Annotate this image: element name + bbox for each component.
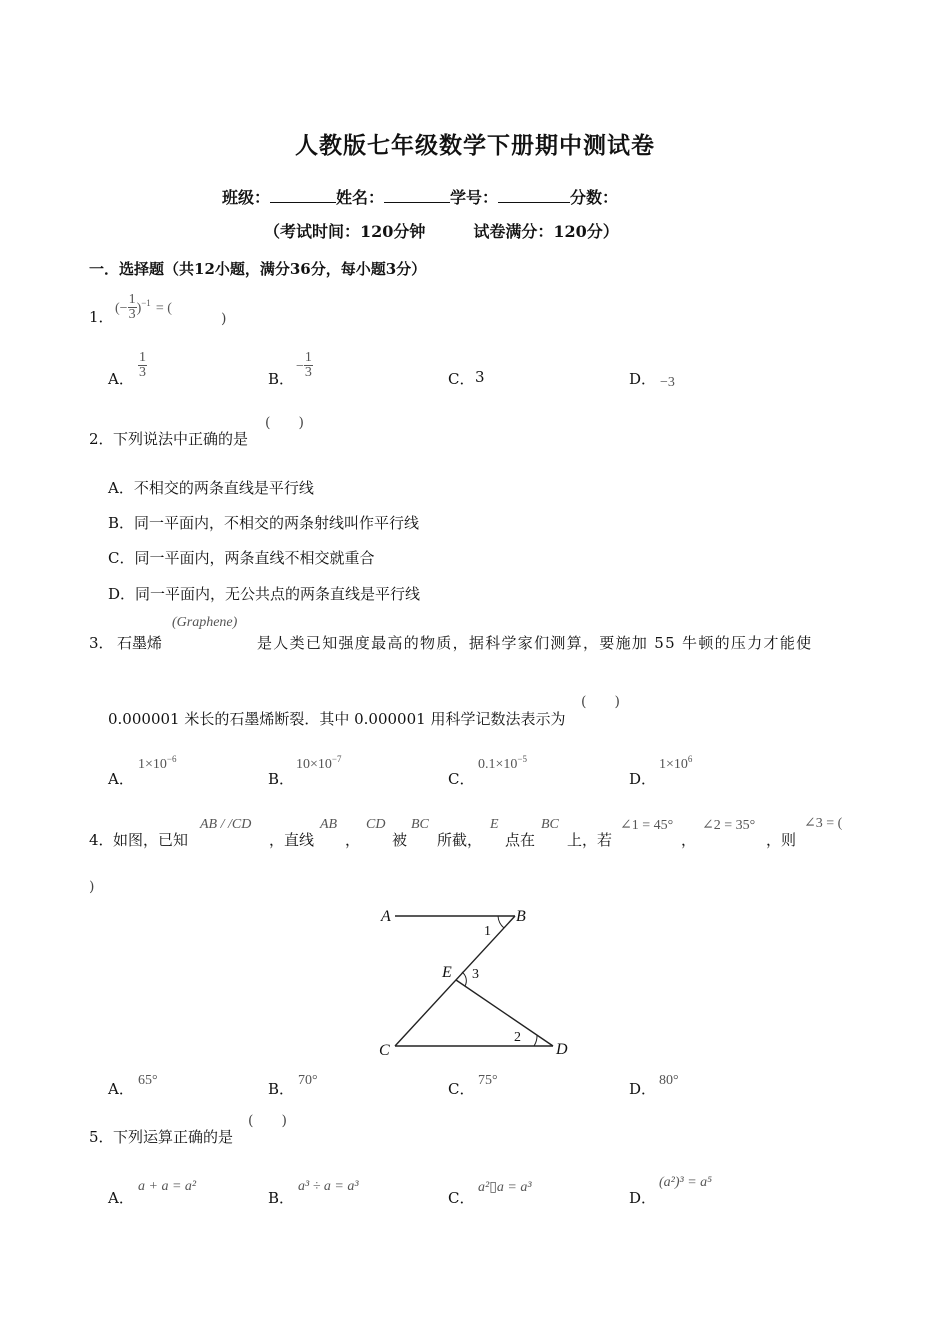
label-angle2: 2 xyxy=(514,1030,521,1045)
class-label: 班级： xyxy=(222,188,271,207)
q4-math-bc: BC xyxy=(411,817,429,832)
q4-figure xyxy=(370,900,580,1060)
q5-option-c[interactable]: a²▯a = a³ xyxy=(478,1180,532,1195)
q3-option-a[interactable] xyxy=(138,754,177,773)
q5-option-b-label[interactable]: B． xyxy=(268,1189,295,1207)
q1-option-b-label[interactable]: B． xyxy=(268,370,295,388)
q5-option-d[interactable]: (a²)³ = a⁵ xyxy=(659,1175,713,1190)
q4-option-c[interactable]: 75° xyxy=(478,1073,498,1088)
q2-option-d[interactable]: D．同一平面内，无公共点的两条直线是平行线 xyxy=(108,585,421,603)
q4-text-3: ， xyxy=(345,831,361,849)
q2-paren: ( ) xyxy=(265,415,304,431)
q4-text-4: 被 xyxy=(392,831,408,849)
name-label: 姓名： xyxy=(336,188,385,207)
q4-close-paren: ) xyxy=(89,879,95,895)
q4-text-9: ，则 xyxy=(766,831,797,849)
q1-exponent: −1 xyxy=(141,298,151,308)
q3-d-exp: 6 xyxy=(687,754,693,764)
q4-text-2: ，直线 xyxy=(269,831,315,849)
label-d: D xyxy=(556,1041,568,1058)
q1-close-paren: ) xyxy=(221,311,227,327)
q3-a-exp: −6 xyxy=(166,754,177,764)
q1-number: 1． xyxy=(89,308,114,326)
q3-option-b[interactable] xyxy=(296,754,342,773)
q4-option-a[interactable]: 65° xyxy=(138,1073,158,1088)
q1-option-d[interactable]: −3 xyxy=(660,375,675,390)
q4-option-b-label[interactable]: B． xyxy=(268,1080,295,1098)
q1-a-den: 3 xyxy=(139,365,146,380)
q4-option-d-label[interactable]: D． xyxy=(629,1080,657,1098)
q3-stem-c: 0.000001 米长的石墨烯断裂．其中 0.000001 用科学记数法表示为 xyxy=(108,710,566,728)
q3-option-d-label[interactable]: D． xyxy=(629,770,657,788)
q1-option-c[interactable]: 3 xyxy=(475,368,485,386)
q1-option-a-label[interactable]: A． xyxy=(108,370,134,388)
angle1-arc xyxy=(498,916,504,928)
q3-option-a-label[interactable]: A． xyxy=(108,770,134,788)
q5-option-a-label[interactable]: A． xyxy=(108,1189,134,1207)
label-b: B xyxy=(516,908,526,925)
q4-math-e: E xyxy=(490,817,499,832)
line-ed xyxy=(456,980,553,1046)
q2-stem: 下列说法中正确的是 xyxy=(113,430,249,448)
q3-number: 3． xyxy=(89,634,114,652)
q5-option-c-label[interactable]: C． xyxy=(448,1189,475,1207)
q1-b-num: 1 xyxy=(304,350,312,365)
q1-option-b[interactable] xyxy=(296,351,313,380)
label-c: C xyxy=(379,1042,390,1059)
q3-paren: ( ) xyxy=(581,694,620,710)
q5-option-d-label[interactable]: D． xyxy=(629,1189,657,1207)
q4-math-ab: AB xyxy=(320,817,338,832)
q3-d-base: 1×10 xyxy=(659,757,688,772)
q3-a-base: 1×10 xyxy=(138,757,167,772)
line-bc xyxy=(395,916,515,1046)
id-blank[interactable] xyxy=(498,188,570,203)
q1-equals: = ( xyxy=(155,301,172,316)
q3-option-c-label[interactable]: C． xyxy=(448,770,475,788)
label-a: A xyxy=(381,908,391,925)
q4-option-d[interactable]: 80° xyxy=(659,1073,679,1088)
score-label: 分数： xyxy=(570,188,619,207)
q3-stem-a: 石墨烯 xyxy=(117,634,163,652)
q4-option-a-label[interactable]: A． xyxy=(108,1080,134,1098)
q4-text-5: 所截， xyxy=(437,831,483,849)
q1-option-c-label[interactable]: C． xyxy=(448,370,475,388)
q5-paren: ( ) xyxy=(248,1113,287,1129)
q5-option-a[interactable]: a + a = a² xyxy=(138,1179,197,1194)
q4-math-parallel: AB / /CD xyxy=(200,817,252,832)
q1-option-a[interactable] xyxy=(138,351,147,380)
q5-stem: 下列运算正确的是 xyxy=(113,1128,234,1146)
q1-option-d-label[interactable]: D． xyxy=(629,370,657,388)
q4-option-c-label[interactable]: C． xyxy=(448,1080,475,1098)
q2-option-a[interactable]: A．不相交的两条直线是平行线 xyxy=(108,479,314,497)
q3-option-b-label[interactable]: B． xyxy=(268,770,295,788)
q2-number: 2． xyxy=(89,430,114,448)
q1-a-num: 1 xyxy=(139,350,146,365)
section-heading: 一．选择题（共12小题，满分36分，每小题3分） xyxy=(89,260,427,278)
q4-number: 4． xyxy=(89,831,114,849)
q4-math-cd: CD xyxy=(366,817,386,832)
q3-option-d[interactable] xyxy=(659,754,693,773)
q3-option-c[interactable] xyxy=(478,754,527,773)
label-e: E xyxy=(442,964,452,981)
q1-expression xyxy=(115,293,172,322)
q4-text-7: 上，若 xyxy=(567,831,613,849)
q2-option-b[interactable]: B．同一平面内，不相交的两条射线叫作平行线 xyxy=(108,514,420,532)
q4-text-6: 点在 xyxy=(505,831,536,849)
q4-math-bc-2: BC xyxy=(541,817,559,832)
q3-graphene: (Graphene) xyxy=(172,615,238,630)
q1-frac-den: 3 xyxy=(128,307,136,322)
id-label: 学号： xyxy=(450,188,499,207)
angle2-arc xyxy=(534,1035,537,1046)
q4-text-1: 如图，已知 xyxy=(113,831,189,849)
q5-number: 5． xyxy=(89,1128,114,1146)
q2-option-c[interactable]: C．同一平面内，两条直线不相交就重合 xyxy=(108,549,375,567)
q3-stem-b: 是人类已知强度最高的物质，据科学家们测算，要施加 55 牛顿的压力才能使 xyxy=(257,634,813,652)
q1-b-sign: − xyxy=(296,359,304,374)
q1-b-den: 3 xyxy=(304,365,312,380)
class-blank[interactable] xyxy=(270,188,336,203)
q4-math-angle3: ∠3 = ( xyxy=(804,816,843,831)
q4-option-b[interactable]: 70° xyxy=(298,1073,318,1088)
student-info-line xyxy=(222,185,618,208)
q5-option-b[interactable]: a³ ÷ a = a³ xyxy=(298,1179,359,1194)
q4-math-angle2: ∠2 = 35° xyxy=(702,818,756,833)
q3-b-exp: −7 xyxy=(331,754,342,764)
q4-math-angle1: ∠1 = 45° xyxy=(620,818,674,833)
q3-c-base: 0.1×10 xyxy=(478,757,518,772)
page-title: 人教版七年级数学下册期中测试卷 xyxy=(295,132,655,159)
label-angle1: 1 xyxy=(484,924,491,939)
q3-c-exp: −5 xyxy=(517,754,527,764)
q1-rparen: ) xyxy=(136,301,142,316)
q1-fraction xyxy=(128,293,137,322)
q1-lparen: (− xyxy=(115,301,128,316)
exam-meta: （考试时间：120分钟 试卷满分：120分） xyxy=(264,222,619,241)
q1-frac-num: 1 xyxy=(128,292,136,307)
q4-text-8: ， xyxy=(681,831,697,849)
label-angle3: 3 xyxy=(472,967,479,982)
name-blank[interactable] xyxy=(384,188,450,203)
q3-b-base: 10×10 xyxy=(296,757,332,772)
